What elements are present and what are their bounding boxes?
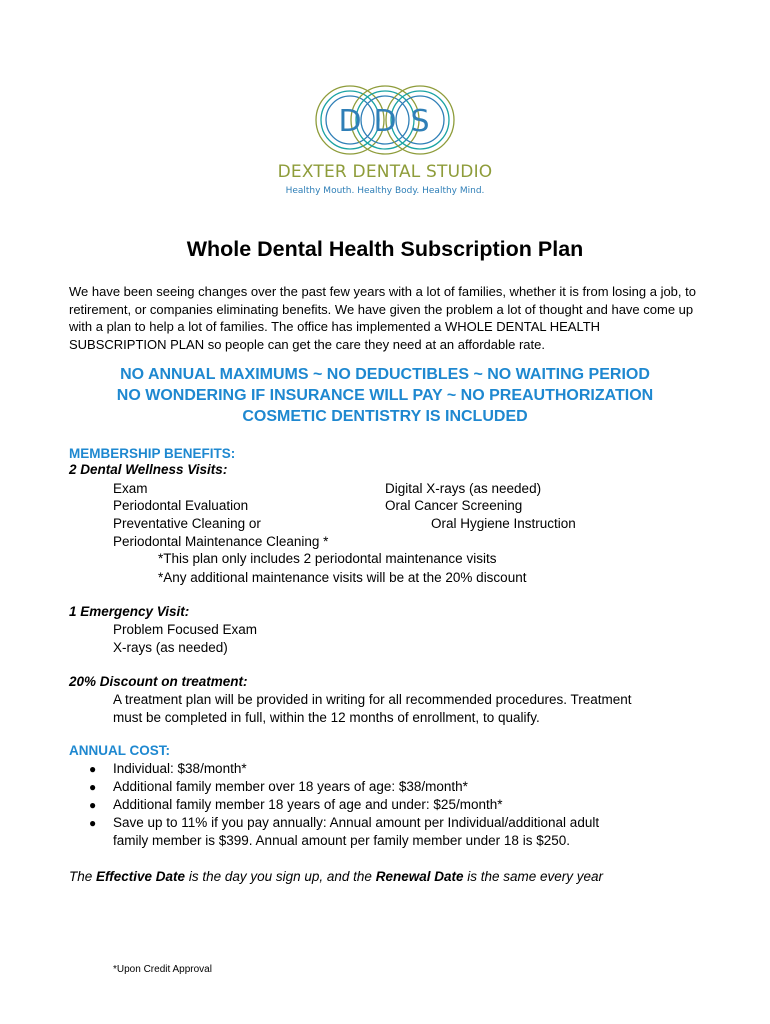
wellness-item: Digital X-rays (as needed)	[385, 481, 542, 496]
cost-bullet: Individual: $38/month*	[113, 761, 247, 776]
footer-note: *Upon Credit Approval	[113, 964, 212, 975]
membership-heading: MEMBERSHIP BENEFITS:	[69, 446, 236, 461]
wellness-item: Oral Cancer Screening	[385, 498, 523, 513]
emergency-item: X-rays (as needed)	[113, 640, 228, 655]
bullet-icon: ●	[89, 798, 97, 812]
wellness-item: Periodontal Evaluation	[113, 498, 249, 513]
bullet-icon: ●	[89, 780, 97, 794]
banner-line: COSMETIC DENTISTRY IS INCLUDED	[242, 408, 528, 425]
dds-circles-logo-icon	[310, 84, 460, 164]
emergency-item: Problem Focused Exam	[113, 622, 258, 637]
bullet-icon: ●	[89, 816, 97, 830]
wellness-item: Periodontal Maintenance Cleaning *	[113, 534, 329, 549]
renewal-date-label: Renewal Date	[375, 869, 464, 884]
wellness-note: *This plan only includes 2 periodontal maintenance visits	[158, 551, 497, 566]
dexter-dental-logo	[0, 84, 770, 200]
wellness-item: Exam	[113, 481, 148, 496]
effective-date-label: Effective Date	[96, 869, 186, 884]
effective-date-note	[69, 868, 603, 886]
cost-bullet: Additional family member 18 years of age and under: $25/month*	[113, 797, 503, 812]
effective-text: The	[69, 869, 97, 884]
bullet-icon: ●	[89, 762, 97, 776]
discount-text: A treatment plan will be provided in writing for all recommended procedures. Treatment	[113, 692, 632, 707]
wellness-note: *Any additional maintenance visits will be at the 20% discount	[158, 570, 527, 585]
discount-heading: 20% Discount on treatment:	[69, 674, 248, 689]
effective-text: is the same every year	[463, 869, 604, 884]
logo-letter-s: S	[410, 104, 430, 139]
cost-bullet: Additional family member over 18 years of age: $38/month*	[113, 779, 468, 794]
emergency-heading: 1 Emergency Visit:	[69, 604, 190, 619]
banner-line: NO ANNUAL MAXIMUMS ~ NO DEDUCTIBLES ~ NO WAITING PERIOD	[120, 366, 650, 383]
studio-name: DEXTER DENTAL STUDIO	[277, 162, 493, 182]
wellness-item: Preventative Cleaning or	[113, 516, 261, 531]
logo-letter-d1: D	[338, 104, 362, 139]
page-title: Whole Dental Health Subscription Plan	[186, 237, 584, 261]
cost-bullet-continued: family member is $399. Annual amount per family member under 18 is $250.	[113, 833, 570, 848]
effective-text: is the day you sign up, and the	[185, 869, 376, 884]
cost-bullet: Save up to 11% if you pay annually: Annual amount per Individual/additional adult	[113, 815, 600, 830]
annual-cost-heading: ANNUAL COST:	[69, 743, 170, 758]
wellness-item: Oral Hygiene Instruction	[431, 516, 576, 531]
wellness-heading: 2 Dental Wellness Visits:	[69, 462, 228, 477]
benefit-banner	[0, 364, 770, 427]
discount-text: must be completed in full, within the 12 months of enrollment, to qualify.	[113, 710, 540, 725]
banner-line: NO WONDERING IF INSURANCE WILL PAY ~ NO PREAUTHORIZATION	[116, 387, 654, 404]
studio-tagline: Healthy Mouth. Healthy Body. Healthy Mind.	[285, 186, 485, 196]
logo-letter-d2: D	[373, 104, 397, 139]
intro-paragraph: We have been seeing changes over the past few years with a lot of families, whether it is from losing a job, to retirement, or companies eliminating benefits. We have given the problem a lot of thought and have come up with a plan to help a lot of families. The office has implemented a WHOLE DENTAL HEALTH SUBSCRIPTION PLAN so people can get the care they need at an affordable rate.	[69, 284, 696, 352]
